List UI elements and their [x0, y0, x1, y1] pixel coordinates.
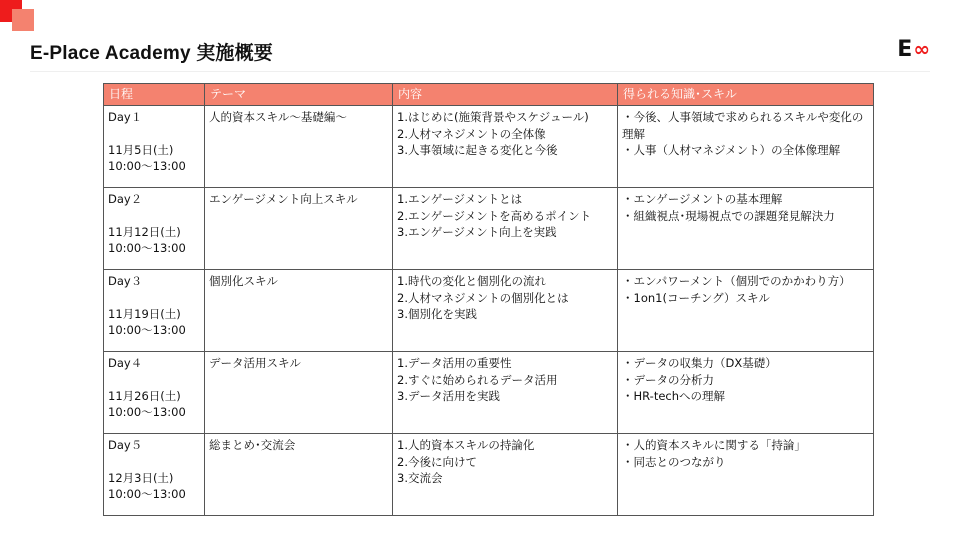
content-item: 2.すぐに始められるデータ活用	[397, 372, 558, 387]
session-date: 11月26日(土)	[108, 388, 181, 403]
session-date: 11月19日(土)	[108, 306, 181, 321]
day-label: Day３	[108, 274, 143, 288]
schedule-cell	[104, 270, 205, 352]
content-cell	[393, 434, 618, 516]
skill-item: ・エンパワーメント（個別でのかかわり方）	[622, 274, 851, 288]
column-header-schedule: 日程	[104, 84, 205, 106]
content-item: 1.エンゲージメントとは	[397, 192, 523, 206]
schedule-cell	[104, 352, 205, 434]
table-row	[104, 188, 874, 270]
session-time: 10:00～13:00	[108, 487, 186, 501]
skill-item: ・データの分析力	[622, 372, 714, 387]
column-header-theme: テーマ	[205, 84, 393, 106]
content-cell	[393, 106, 618, 188]
content-item: 3.人事領域に起きる変化と今後	[397, 143, 558, 157]
skills-cell	[618, 106, 874, 188]
skill-item: ・組織視点･現場視点での課題発見解決力	[622, 208, 835, 223]
column-header-content: 内容	[393, 84, 618, 106]
schedule-cell	[104, 106, 205, 188]
session-time: 10:00～13:00	[108, 159, 186, 173]
schedule-cell	[104, 434, 205, 516]
content-item: 1.はじめに(施策背景やスケジュール)	[397, 110, 589, 124]
content-item: 2.人材マネジメントの全体像	[397, 126, 546, 141]
table-row	[104, 106, 874, 188]
header-divider	[30, 71, 930, 72]
content-cell	[393, 188, 618, 270]
theme-cell: 個別化スキル	[205, 270, 393, 352]
day-label: Day２	[108, 192, 143, 206]
page-title: E-Place Academy 実施概要	[30, 43, 273, 64]
skill-item: ・今後、人事領域で求められるスキルや変化の理解	[622, 110, 864, 141]
table-row	[104, 434, 874, 516]
day-label: Day１	[108, 110, 143, 124]
theme-cell: 人的資本スキル～基礎編～	[205, 106, 393, 188]
theme-cell: エンゲージメント向上スキル	[205, 188, 393, 270]
content-item: 1.データ活用の重要性	[397, 356, 512, 370]
session-date: 11月12日(土)	[108, 224, 181, 239]
skill-item: ・1on1(コーチング）スキル	[622, 290, 770, 305]
content-item: 3.エンゲージメント向上を実践	[397, 225, 557, 239]
skill-item: ・人的資本スキルに関する「持論」	[622, 438, 806, 452]
corner-accent-square-salmon	[12, 9, 34, 31]
table-row	[104, 270, 874, 352]
content-item: 2.エンゲージメントを高めるポイント	[397, 208, 592, 223]
session-time: 10:00～13:00	[108, 323, 186, 337]
skill-item: ・データの収集力（DX基礎）	[622, 356, 777, 370]
content-item: 2.今後に向けて	[397, 454, 477, 469]
skill-item: ・同志とのつながり	[622, 454, 726, 469]
column-header-skills: 得られる知識･スキル	[618, 84, 874, 106]
skill-item: ・人事（人材マネジメント）の全体像理解	[622, 143, 841, 157]
logo-letter: E	[897, 37, 913, 62]
content-cell	[393, 270, 618, 352]
table-header-row	[104, 84, 874, 106]
content-item: 2.人材マネジメントの個別化とは	[397, 290, 569, 305]
schedule-cell	[104, 188, 205, 270]
schedule-table	[103, 83, 874, 516]
content-item: 3.交流会	[397, 471, 443, 485]
content-item: 3.データ活用を実践	[397, 389, 500, 403]
day-label: Day５	[108, 438, 143, 452]
infinity-icon: ∞	[913, 37, 930, 61]
content-item: 1.人的資本スキルの持論化	[397, 438, 535, 452]
skill-item: ・HR-techへの理解	[622, 389, 726, 403]
session-date: 12月3日(土)	[108, 470, 174, 485]
day-label: Day４	[108, 356, 143, 370]
table-row	[104, 352, 874, 434]
skills-cell	[618, 188, 874, 270]
content-cell	[393, 352, 618, 434]
content-item: 1.時代の変化と個別化の流れ	[397, 274, 546, 288]
skills-cell	[618, 352, 874, 434]
session-time: 10:00～13:00	[108, 241, 186, 255]
content-item: 3.個別化を実践	[397, 307, 477, 321]
skills-cell	[618, 270, 874, 352]
session-time: 10:00～13:00	[108, 405, 186, 419]
skills-cell	[618, 434, 874, 516]
theme-cell: データ活用スキル	[205, 352, 393, 434]
brand-logo	[897, 37, 930, 62]
skill-item: ・エンゲージメントの基本理解	[622, 192, 783, 206]
theme-cell: 総まとめ･交流会	[205, 434, 393, 516]
session-date: 11月5日(土)	[108, 142, 174, 157]
